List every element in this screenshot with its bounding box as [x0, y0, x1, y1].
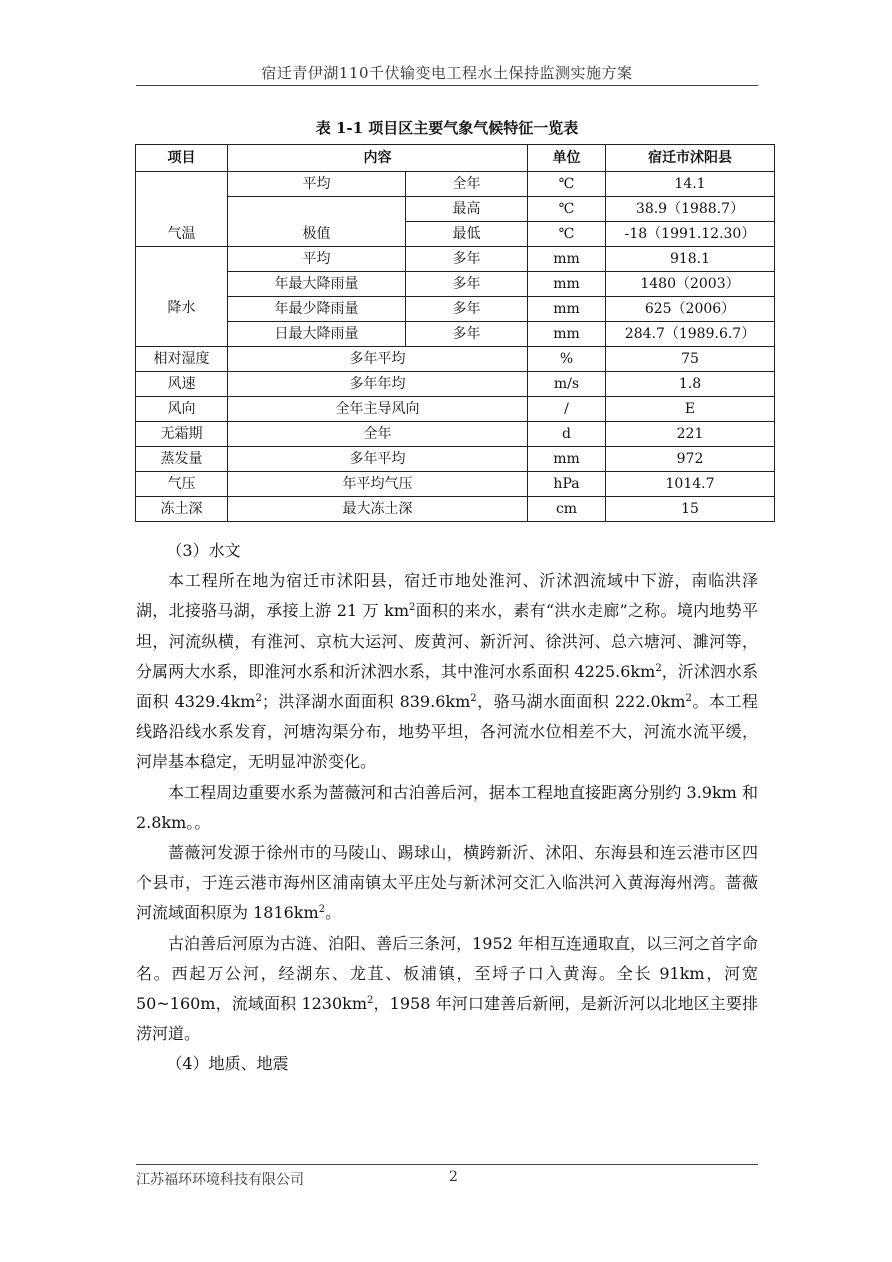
table-header-row [136, 145, 775, 172]
table-row [136, 497, 775, 522]
cell-period: 最高 [406, 197, 528, 222]
text-run: ，沂沭泗水系面积 4329.4km [136, 661, 758, 712]
cell-value: 625（2006） [606, 297, 775, 322]
page-number: 2 [449, 1169, 458, 1185]
cell-value: 75 [606, 347, 775, 372]
heading-hydrology: （3）水文 [166, 541, 241, 560]
cell-sub: 平均 [228, 247, 406, 272]
header-rule [136, 85, 758, 86]
text-run: 蔷薇河发源于徐州市的马陵山、踢球山，横跨新沂、沭阳、东海县和连云港市区四个县市，于连云港市海州区浦南镇太平庄处与新沭河交汇入临洪河入黄海海州湾。蔷薇河流域面积原为 1816km [136, 843, 758, 923]
cell-sub: 年最大降雨量 [228, 272, 406, 297]
cell-item: 气压 [136, 472, 228, 497]
cell-content: 多年年均 [228, 372, 528, 397]
cell-unit: d [528, 422, 606, 447]
table-row [136, 297, 775, 322]
superscript: 2 [367, 995, 374, 1007]
cell-unit: mm [528, 447, 606, 472]
cell-sub: 年最少降雨量 [228, 297, 406, 322]
temp-label: 气温 [136, 172, 228, 247]
table-row [136, 322, 775, 347]
text-run: 。本工程线路沿线水系发育，河塘沟渠分布，地势平坦，各河流水位相差不大，河流水流平缓，河岸基本稳定，无明显冲淤变化。 [136, 692, 758, 772]
table-row [136, 372, 775, 397]
cell-sub: 极值 [228, 197, 406, 247]
header-region: 宿迁市沭阳县 [606, 145, 775, 172]
cell-value: 1014.7 [606, 472, 775, 497]
cell-unit: ℃ [528, 172, 606, 197]
cell-unit: ℃ [528, 222, 606, 247]
cell-unit: / [528, 397, 606, 422]
table-row [136, 172, 775, 197]
table-row [136, 197, 775, 222]
cell-item: 相对湿度 [136, 347, 228, 372]
cell-unit: mm [528, 247, 606, 272]
paragraph-water-systems: 本工程周边重要水系为蔷薇河和古泊善后河，据本工程地直接距离分别约 3.9km 和 2.8km。。 [136, 782, 758, 832]
superscript: 2 [409, 602, 416, 614]
climate-table [135, 144, 775, 522]
header-content: 内容 [228, 145, 528, 172]
cell-sub: 平均 [228, 172, 406, 197]
cell-unit: m/s [528, 372, 606, 397]
text-run: ；洪泽湖水面面积 839.6km [261, 692, 471, 712]
superscript: 2 [655, 662, 662, 674]
text-run: 古泊善后河原为古涟、泊阳、善后三条河，1952 年相互连通取直，以三河之首字命名。西起万公河，经湖东、龙苴、板浦镇，至埒子口入黄海。全长 91km，河宽 50~160m，流域面积 1230km [136, 933, 758, 1014]
cell-unit: % [528, 347, 606, 372]
cell-unit: cm [528, 497, 606, 522]
cell-unit: mm [528, 297, 606, 322]
cell-period: 全年 [406, 172, 528, 197]
table-caption: 表 1-1 项目区主要气象气候特征一览表 [315, 119, 579, 137]
text-run: 本工程所在地为宿迁市沭阳县，宿迁市地处淮河、沂沭泗流域中下游，南临洪泽湖，北接骆马湖，承接上游 21 万 km [136, 571, 758, 621]
cell-content: 全年主导风向 [228, 397, 528, 422]
cell-unit: hPa [528, 472, 606, 497]
cell-value: 15 [606, 497, 775, 522]
cell-value: E [606, 397, 775, 422]
text-run: 。 [325, 903, 342, 923]
cell-unit: ℃ [528, 197, 606, 222]
superscript: 2 [318, 904, 326, 916]
header-unit: 单位 [528, 145, 606, 172]
footer-rule [136, 1164, 758, 1165]
cell-item: 无霜期 [136, 422, 228, 447]
cell-value: 14.1 [606, 172, 775, 197]
cell-period: 最低 [406, 222, 528, 247]
table-row [136, 272, 775, 297]
table-row [136, 397, 775, 422]
superscript: 2 [470, 693, 477, 705]
cell-content: 多年平均 [228, 347, 528, 372]
superscript: 2 [685, 693, 692, 705]
cell-unit: mm [528, 272, 606, 297]
cell-content: 全年 [228, 422, 528, 447]
header-item: 项目 [136, 145, 228, 172]
cell-value: 1.8 [606, 372, 775, 397]
cell-unit: mm [528, 322, 606, 347]
cell-value: 284.7（1989.6.7） [606, 322, 775, 347]
table-row [136, 447, 775, 472]
precip-label: 降水 [136, 247, 228, 347]
text-run: ，1958 年河口建善后新闸，是新沂河以北地区主要排涝河道。 [136, 994, 758, 1044]
cell-period: 多年 [406, 247, 528, 272]
table-row [136, 472, 775, 497]
cell-value: 972 [606, 447, 775, 472]
cell-value: 918.1 [606, 247, 775, 272]
superscript: 2 [255, 693, 262, 705]
paragraph-gubo-river [136, 929, 758, 1050]
cell-item: 风速 [136, 372, 228, 397]
cell-period: 多年 [406, 322, 528, 347]
table-row [136, 422, 775, 447]
body-text [136, 536, 758, 1080]
cell-content: 最大冻土深 [228, 497, 528, 522]
cell-item: 冻土深 [136, 497, 228, 522]
paragraph-hydrology [136, 566, 758, 777]
cell-period: 多年 [406, 297, 528, 322]
cell-value: 1480（2003） [606, 272, 775, 297]
cell-value: -18（1991.12.30） [606, 222, 775, 247]
paragraph-qiangwei-river [136, 838, 758, 929]
cell-content: 年平均气压 [228, 472, 528, 497]
cell-content: 多年平均 [228, 447, 528, 472]
cell-item: 风向 [136, 397, 228, 422]
page-header-title: 宿迁青伊湖110千伏输变电工程水土保持监测实施方案 [261, 64, 633, 82]
footer-company: 江苏福环环境科技有限公司 [136, 1172, 304, 1188]
cell-value: 38.9（1988.7） [606, 197, 775, 222]
cell-value: 221 [606, 422, 775, 447]
text-run: 面积的来水，素有“洪水走廊”之称。境内地势平坦，河流纵横，有淮河、京杭大运河、废黄河、新沂河、徐洪河、总六塘河、濉河等，分属两大水系，即淮河水系和沂沭泗水系，其中淮河水系面积 4225.6km [136, 601, 758, 681]
cell-item: 蒸发量 [136, 447, 228, 472]
cell-sub: 日最大降雨量 [228, 322, 406, 347]
heading-geology: （4）地质、地震 [166, 1054, 289, 1074]
text-run: ，骆马湖水面面积 222.0km [476, 692, 686, 712]
table-row [136, 247, 775, 272]
cell-period: 多年 [406, 272, 528, 297]
table-row [136, 347, 775, 372]
